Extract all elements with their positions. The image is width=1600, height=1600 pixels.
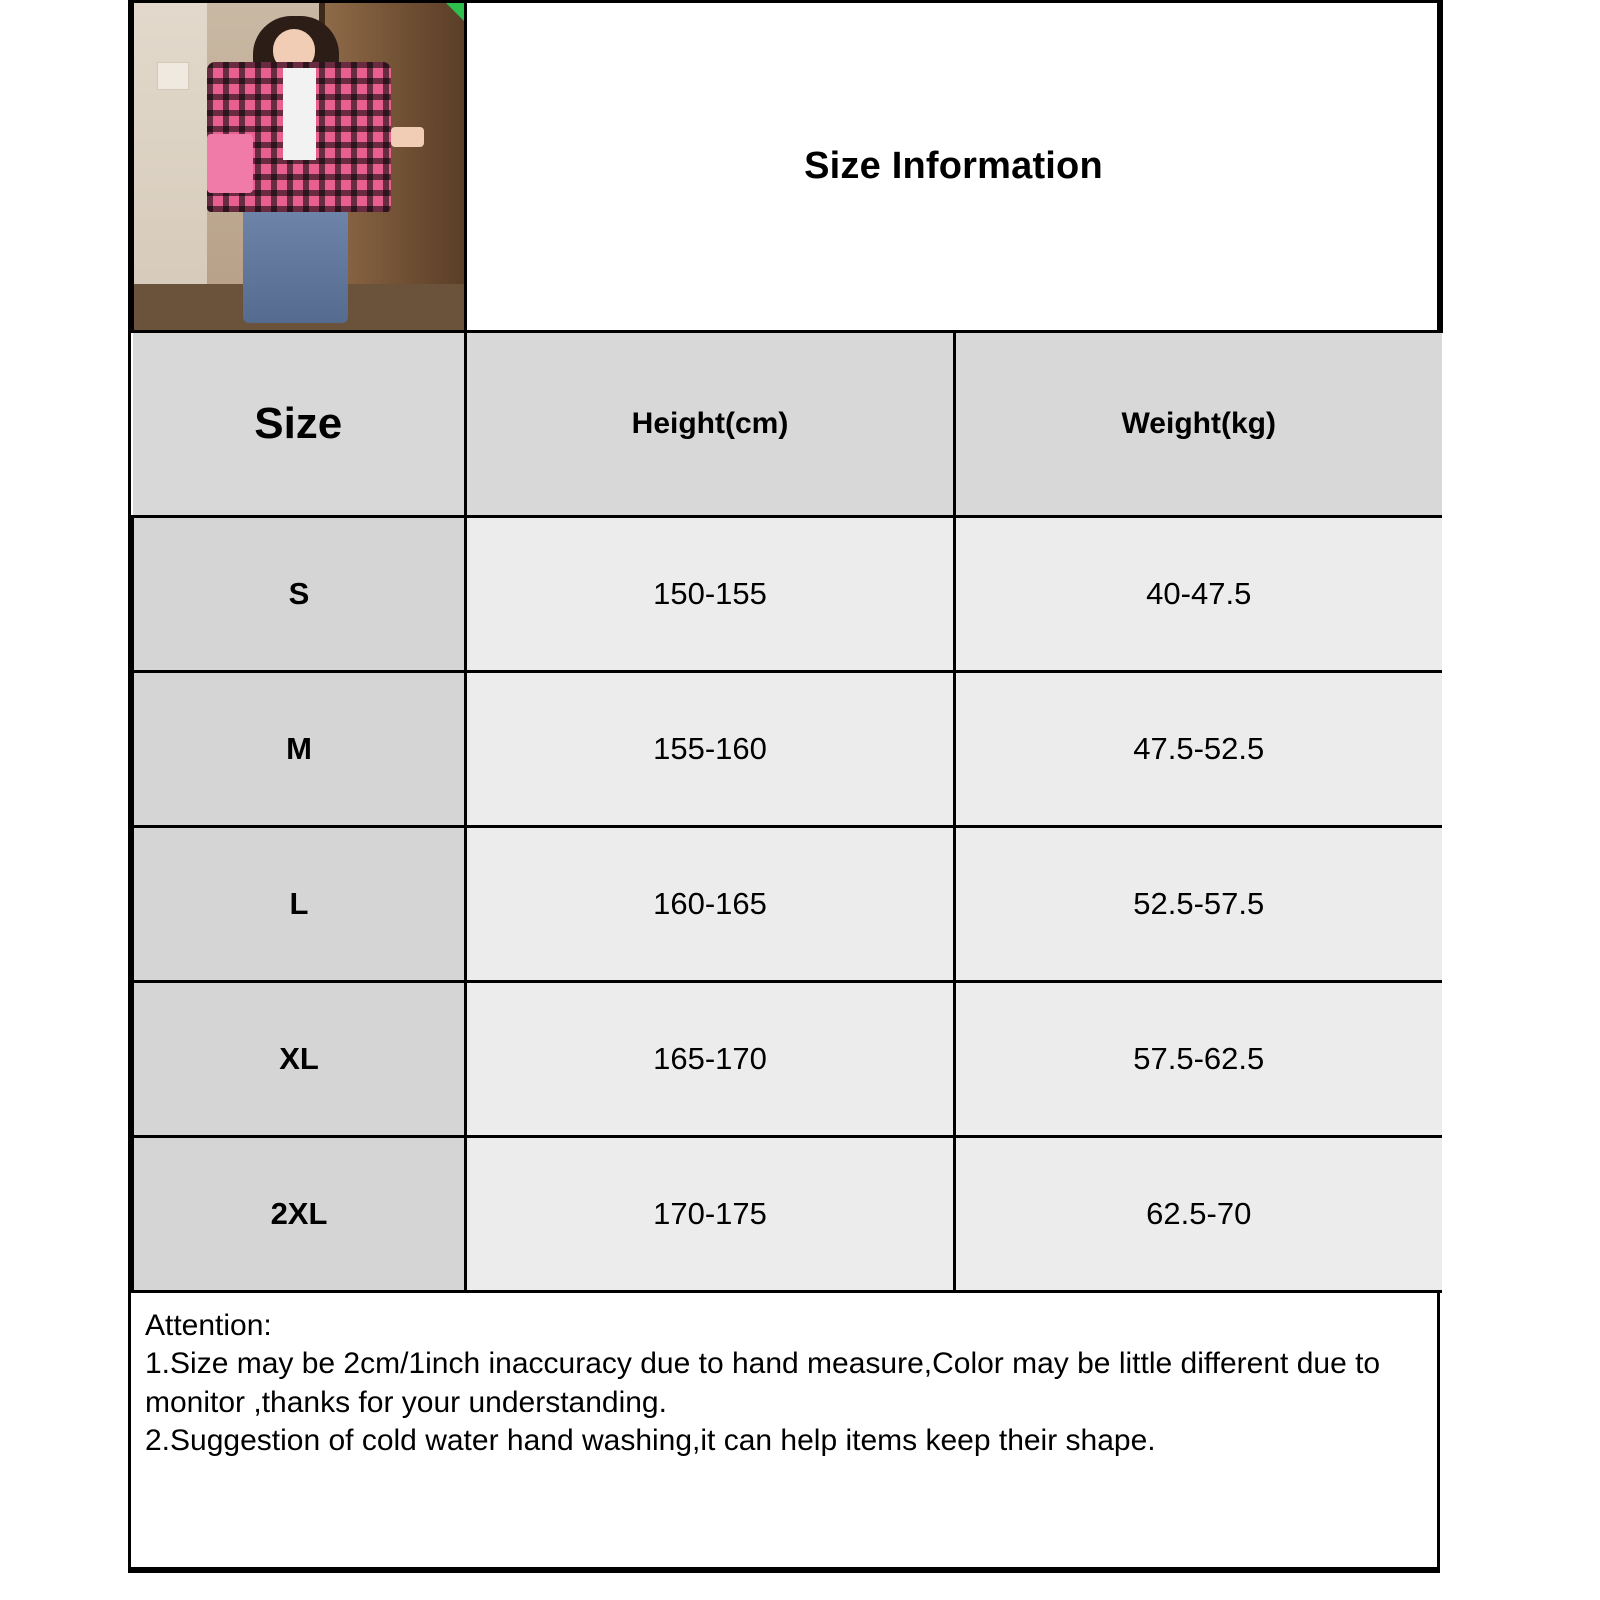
cell-weight: 62.5-70 [955,1137,1442,1292]
cell-weight: 52.5-57.5 [955,827,1442,982]
attention-line-2: 2.Suggestion of cold water hand washing,it can help items keep their shape. [145,1424,1156,1458]
table-row [133,827,1442,982]
cell-height: 155-160 [466,672,955,827]
size-table [131,0,1443,1293]
page-title: Size Information [466,2,1442,332]
cell-weight: 40-47.5 [955,517,1442,672]
cell-size: 2XL [133,1137,466,1292]
table-row [133,1137,1442,1292]
attention-line-1: 1.Size may be 2cm/1inch inaccuracy due to hand measure,Color may be little different due to monitor ,thanks for your understanding. [145,1347,1381,1419]
corner-marker-icon [446,3,464,21]
cell-size: S [133,517,466,672]
table-row [133,517,1442,672]
cell-weight: 47.5-52.5 [955,672,1442,827]
cell-height: 165-170 [466,982,955,1137]
size-chart-container [128,0,1440,1573]
cell-height: 170-175 [466,1137,955,1292]
wall-switch-icon [157,62,189,90]
cell-weight: 57.5-62.5 [955,982,1442,1137]
column-header-weight: Weight(kg) [955,332,1442,517]
cell-size: M [133,672,466,827]
column-header-size: Size [133,332,466,517]
table-row-title [133,2,1442,332]
column-header-height: Height(cm) [466,332,955,517]
table-row [133,982,1442,1137]
attention-note [131,1293,1437,1570]
table-header-row [133,332,1442,517]
cell-size: L [133,827,466,982]
cell-height: 150-155 [466,517,955,672]
cell-size: XL [133,982,466,1137]
table-row [133,672,1442,827]
attention-heading: Attention: [145,1309,272,1342]
cell-height: 160-165 [466,827,955,982]
product-photo [133,2,466,332]
product-photo-illustration [134,3,464,330]
